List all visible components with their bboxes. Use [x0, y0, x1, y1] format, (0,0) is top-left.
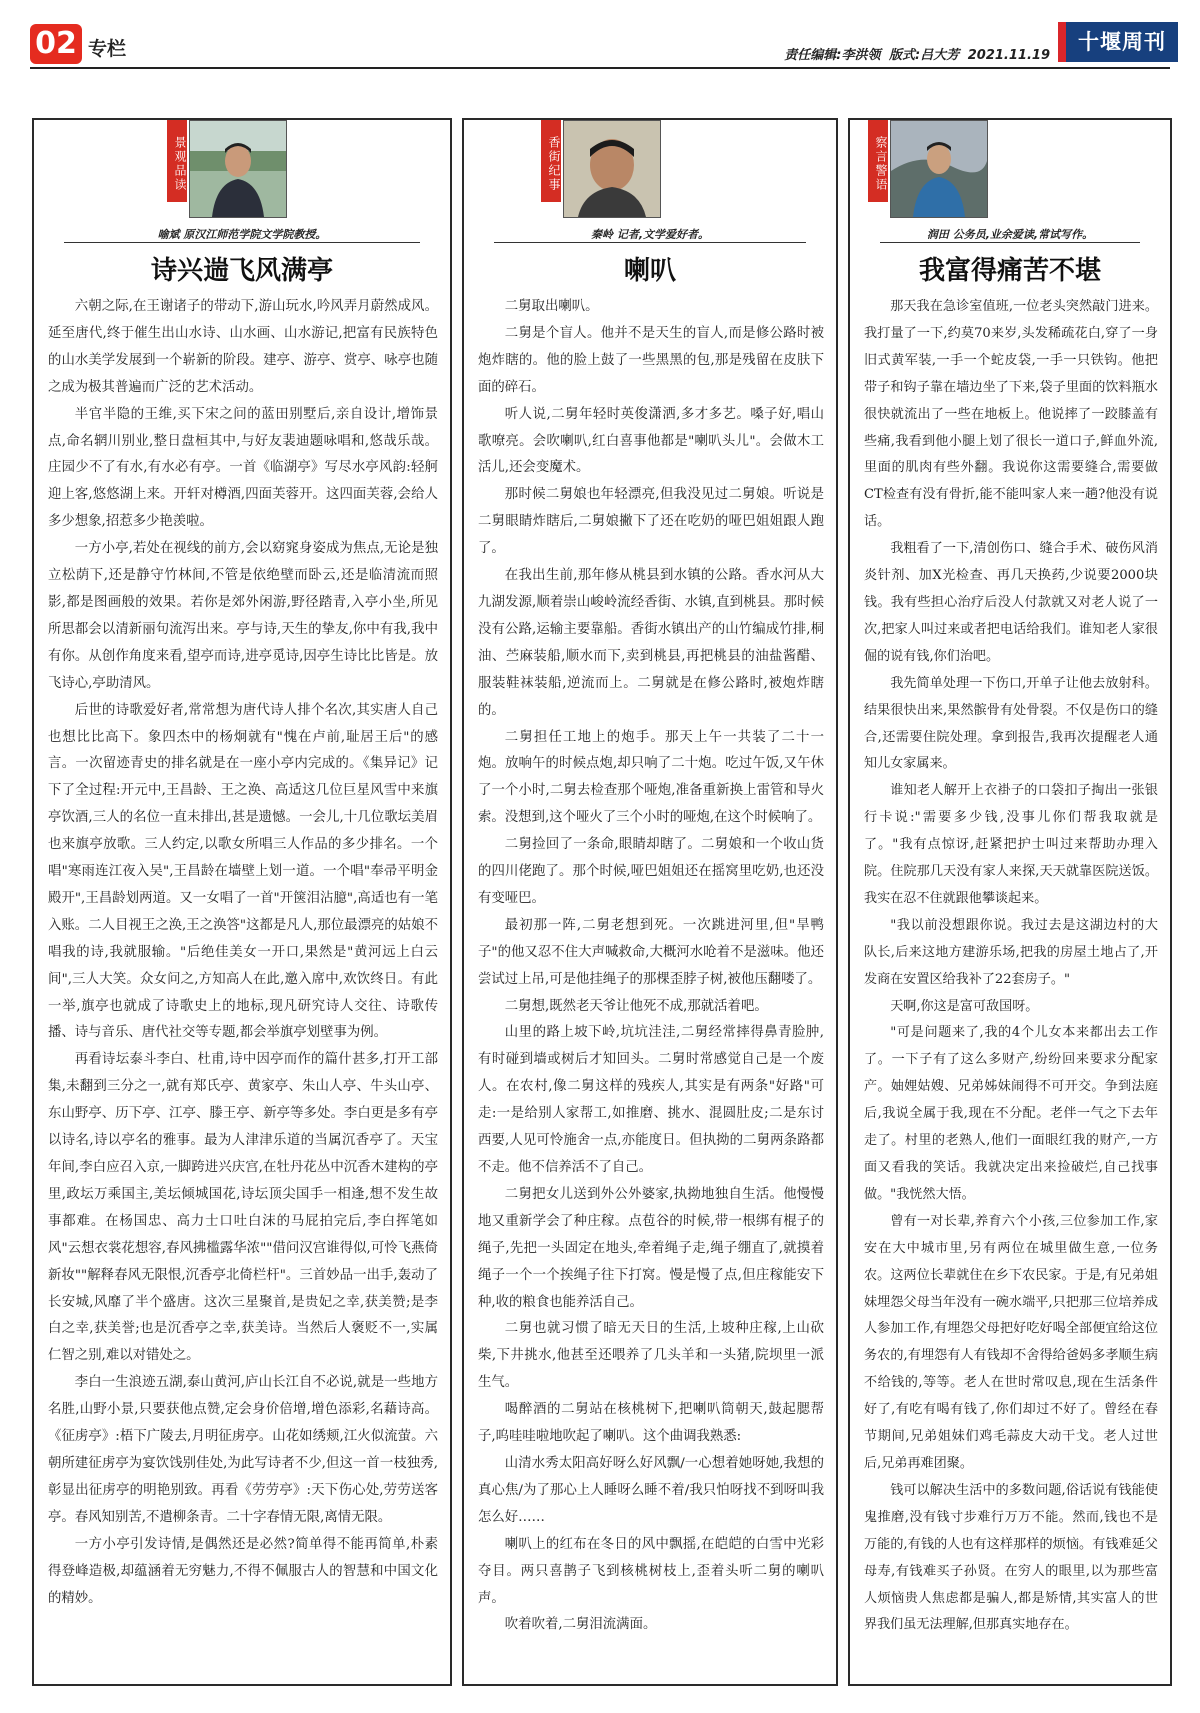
- paragraph: 二舅担任工地上的炮手。那天上午一共装了二十一炮。放响午的时候点炮,却只响了二十炮。吃过午饭,又午休了一个小时,二舅去检查那个哑炮,准备重新换上雷管和导火索。没想到,这个哑火了三个小时的哑炮,在这个时候响了。: [478, 729, 824, 826]
- paragraph: 六朝之际,在王谢诸子的带动下,游山玩水,吟风弄月蔚然成风。延至唐代,终于催生出山水诗、山水画、山水游记,把富有民族特色的山水美学发展到一个崭新的阶段。建亭、游亭、赏亭、咏亭也随之成为极其普遍而广泛的艺术活动。: [48, 299, 438, 395]
- paragraph: 喇叭上的红布在冬日的风中飘摇,在皑皑的白雪中光彩夺目。两只喜鹊子飞到核桃树枝上,歪着头听二舅的喇叭声。: [478, 1536, 824, 1606]
- article-title: 我富得痛苦不堪: [918, 256, 1101, 286]
- caption-divider: [880, 242, 1140, 243]
- paragraph: 二舅是个盲人。他并不是天生的盲人,而是修公路时被炮炸瞎的。他的脸上鼓了一些黑黑的包,那是残留在皮肤下面的碎石。: [478, 325, 824, 395]
- author-caption: 秦岭 记者,文学爱好者。: [590, 228, 709, 241]
- author-box: [464, 120, 836, 240]
- section-name: 专栏: [88, 38, 127, 60]
- paragraph: 听人说,二舅年轻时英俊潇洒,多才多艺。嗓子好,唱山歌嘹亮。会吹喇叭,红白喜事他都是"喇叭头儿"。会做木工活儿,还会变魔术。: [478, 406, 824, 476]
- publication-logo: 十堰周刊: [1058, 22, 1178, 62]
- paragraph: 最初那一阵,二舅老想到死。一次跳进河里,但"旱鸭子"的他又忍不住大声喊救命,大概河水呛着不是滋味。他还尝试过上吊,可是他挂绳子的那棵歪脖子树,被他压翻喽了。: [478, 917, 824, 987]
- paragraph: 喝醉酒的二舅站在核桃树下,把喇叭筒朝天,鼓起腮帮子,呜哇哇啦地吹起了喇叭。这个曲调我熟悉:: [478, 1402, 824, 1445]
- article-column-2: [462, 118, 838, 1686]
- author-caption: 润田 公务员,业余爱读,常试写作。: [926, 228, 1094, 241]
- paragraph: 二舅捡回了一条命,眼睛却瞎了。二舅娘和一个收山货的四川佬跑了。那个时候,哑巴姐姐还在摇窝里吃奶,也还没有变哑巴。: [478, 837, 824, 906]
- portrait-photo-icon: [563, 120, 661, 218]
- paragraph: 一方小亭引发诗情,是偶然还是必然?简单得不能再简单,朴素得登峰造极,却蕴涵着无穷魅力,不得不佩服古人的智慧和中国文化的精妙。: [48, 1536, 438, 1606]
- column-tag: 香街纪事: [541, 120, 561, 202]
- column-tag: 察言警语: [868, 120, 888, 202]
- paragraph: 天啊,你这是富可敌国呀。: [890, 998, 1039, 1014]
- paragraph: 一方小亭,若处在视线的前方,会以窈窕身姿成为焦点,无论是独立松荫下,还是静守竹林间,不管是依绝壁而卧云,还是临清流而照影,都是图画般的效果。若你是郊外闲游,野径踏青,入亭小坐,所见所思都会以清新丽句流泻出来。亭与诗,天生的挚友,你中有我,我中有你。从创作角度来看,望亭而诗,进亭觅诗,因亭生诗比比皆是。放飞诗心,亭助清风。: [48, 541, 438, 691]
- article-column-1: [32, 118, 452, 1686]
- paragraph: 钱可以解决生活中的多数问题,俗话说有钱能使鬼推磨,没有钱寸步难行万万不能。然而,钱也不是万能的,有钱的人也有这样那样的烦恼。有钱难延父母寿,有钱难买子孙贤。在穷人的眼里,以为那些富人烦恼贵人焦虑都是骗人,都是矫情,其实富人的世界我们虽无法理解,但那真实地存在。: [864, 1482, 1158, 1633]
- paragraph: 后世的诗歌爱好者,常常想为唐代诗人排个名次,其实唐人自己也想比比高下。象四杰中的杨炯就有"愧在卢前,耻居王后"的感言。一次留迹青史的排名就是在一座小亭内完成的。《集异记》记下了全过程:开元中,王昌龄、王之涣、高适这几位巨星风雪中来旗亭饮酒,三人的名位一直未排出,甚是遗憾。一会儿,十几位歌坛美眉也来旗亭放歌。三人约定,以歌女所唱三人作品的多少排名。一个唱"寒雨连江夜入吴",王昌龄在墙壁上划一道。一个唱"奉帚平明金殿开",王昌龄划两道。又一女唱了一首"开箧泪沾臆",高适也有一笔入账。二人目视王之涣,王之涣答"这都是凡人,那位最漂亮的姑娘不唱我的诗,我就服输。"后绝佳美女一开口,果然是"黄河远上白云间",三人大笑。众女问之,方知高人在此,邀入席中,欢饮终日。有此一举,旗亭也就成了诗歌史上的地标,现凡研究诗人交往、诗歌传播、诗与音乐、唐代社交等专题,都会举旗亭划壁事为例。: [48, 702, 438, 1041]
- header-divider: [30, 67, 1170, 69]
- paragraph: 我先简单处理一下伤口,开单子让他去放射科。结果很快出来,果然髌骨有处骨裂。不仅是伤口的缝合,还需要住院处理。拿到报告,我再次提醒老人通知儿女家属来。: [864, 675, 1158, 772]
- portrait-photo-icon: [189, 120, 287, 218]
- paragraph: 那天我在急诊室值班,一位老头突然敲门进来。我打量了一下,约莫70来岁,头发稀疏花白,穿了一身旧式黄军装,一手一个蛇皮袋,一手一只铁钩。他把带子和钩子靠在墙边坐了下来,袋子里面的饮料瓶水很快就流出了一些在地板上。他说摔了一跤膝盖有些痛,我看到他小腿上划了很长一道口子,鲜血外流,里面的肌肉有些外翻。我说你这需要缝合,需要做CT检查有没有骨折,能不能叫家人来一趟?他没有说话。: [864, 299, 1158, 530]
- paragraph: 我粗看了一下,清创伤口、缝合手术、破伤风消炎针剂、加X光检查、再几天换药,少说要2000块钱。我有些担心治疗后没人付款就又对老人说了一次,把家人叫过来或者把电话给我们。谁知老人家很倔的说有钱,你们治吧。: [864, 541, 1158, 664]
- editor-info: [780, 44, 1050, 63]
- author-caption: 喻斌 原汉江师范学院文学院教授。: [157, 228, 327, 241]
- author-box: [34, 120, 450, 240]
- article-title: 喇叭: [623, 256, 676, 286]
- paragraph: 在我出生前,那年修从桃县到水镇的公路。香水河从大九湖发源,顺着崇山峻岭流经香街、水镇,直到桃县。那时候没有公路,运输主要靠船。香街水镇出产的山竹编成竹排,桐油、苎麻装船,顺水而下,卖到桃县,再把桃县的油盐酱醋、服装鞋袜装船,逆流而上。二舅就是在修公路时,被炮炸瞎的。: [478, 568, 824, 718]
- article-body: [478, 294, 824, 1639]
- layout-credit: 版式:吕大芳: [889, 48, 960, 63]
- portrait-photo-icon: [890, 120, 988, 218]
- article-body: [864, 294, 1158, 1639]
- paragraph: 谁知老人解开上衣褂子的口袋扣子掏出一张银行卡说:"需要多少钱,没事儿你们帮我取就是了。"我有点惊讶,赶紧把护士叫过来帮助办理入院。住院那几天没有家人来探,天天就靠医院送饭。我实在忍不住就跟他攀谈起来。: [864, 783, 1158, 906]
- paragraph: 二舅也就习惯了暗无天日的生活,上坡种庄稼,上山砍柴,下井挑水,他甚至还喂养了几头羊和一头猪,院坝里一派生气。: [478, 1321, 824, 1391]
- article-column-3: [848, 118, 1172, 1686]
- column-tag: 景观品读: [167, 120, 187, 202]
- paragraph: 那时候二舅娘也年轻漂亮,但我没见过二舅娘。听说是二舅眼睛炸瞎后,二舅娘撇下了还在吃奶的哑巴姐姐跟人跑了。: [478, 487, 824, 557]
- paragraph: 李白一生浪迹五湖,泰山黄河,庐山长江自不必说,就是一些地方名胜,山野小景,只要获他点赞,定会身价倍增,增色添彩,名藉诗高。《征虏亭》:梧下广陵去,月明征虏亭。山花如绣颊,江火似流萤。六朝所建征虏亭为宴饮饯别佳处,为此写诗者不少,但这一首一枝独秀,彰显出征虏亭的明艳别致。再看《劳劳亭》:天下伤心处,劳劳送客亭。春风知别苦,不遣柳条青。二十字春情无限,离情无限。: [48, 1375, 438, 1525]
- paragraph: 半官半隐的王维,买下宋之问的蓝田别墅后,亲自设计,增饰景点,命名辋川别业,整日盘桓其中,与好友裴迪题咏唱和,悠哉乐哉。庄园少不了有水,有水必有亭。一首《临湖亭》写尽水亭风韵:轻舸迎上客,悠悠湖上来。开轩对樽酒,四面芙蓉开。这四面芙蓉,会给人多少想象,招惹多少艳羡啦。: [48, 406, 438, 530]
- author-box: [850, 120, 1170, 240]
- paragraph: 吹着吹着,二舅泪流满面。: [504, 1617, 657, 1633]
- caption-divider: [494, 242, 806, 243]
- paragraph: 山清水秀太阳高好呀么好风飘/一心想着她呀她,我想的真心焦/为了那心上人睡呀么睡不着/我只怕呀找不到呀叫我怎么好……: [478, 1455, 824, 1525]
- paragraph: 二舅想,既然老天爷让他死不成,那就活着吧。: [504, 998, 768, 1014]
- paragraph: 山里的路上坡下岭,坑坑洼洼,二舅经常摔得鼻青脸肿,有时碰到墙或树后才知回头。二舅时常感觉自己是一个废人。在农村,像二舅这样的残疾人,其实是有两条"好路"可走:一是给别人家帮工,如推磨、挑水、混圆肚皮;二是东讨西要,人见可怜施舍一点,亦能度日。但执拗的二舅两条路都不走。他不信养活不了自己。: [478, 1025, 824, 1175]
- paragraph: 再看诗坛泰斗李白、杜甫,诗中因亭而作的篇什甚多,打开工部集,未翻到三分之一,就有郑氏亭、黄家亭、朱山人亭、牛头山亭、东山野亭、历下亭、江亭、滕王亭、新亭等多处。李白更是多有亭以诗名,诗以亭名的雅事。最为人津津乐道的当属沉香亭了。天宝年间,李白应召入京,一脚跨进兴庆宫,在牡丹花丛中沉香木建构的亭里,政坛万乘国主,美坛倾城国花,诗坛顶尖国手一相逢,想不发生故事都难。在杨国忠、高力士口吐白沫的马屁拍完后,李白挥笔如风"云想衣裳花想容,春风拂槛露华浓""借问汉宫谁得似,可怜飞燕倚新妆""解释春风无限恨,沉香亭北倚栏杆"。三首妙品一出手,轰动了长安城,风靡了半个盛唐。这次三星聚首,是贵妃之幸,获美赞;是李白之幸,获美誉;也是沉香亭之幸,获美诗。当然后人褒贬不一,实属仁智之别,难以对错处之。: [48, 1052, 438, 1364]
- article-body: [48, 294, 438, 1612]
- paragraph: 曾有一对长辈,养育六个小孩,三位参加工作,家安在大中城市里,另有两位在城里做生意,一位务农。这两位长辈就住在乡下农民家。于是,有兄弟姐妹埋怨父母当年没有一碗水端平,只把那三位培养成人参加工作,有埋怨父母把好吃好喝全部便宜给这位务农的,有埋怨有人有钱却不舍得给爸妈多孝顺生病不给钱的,等等。老人在世时常叹息,现在生活条件好了,有吃有喝有钱了,你们却过不好了。曾经在春节期间,兄弟姐妹们鸡毛蒜皮大动干戈。老人过世后,兄弟再难团聚。: [864, 1213, 1158, 1471]
- paragraph: 二舅取出喇叭。: [504, 299, 599, 314]
- article-title: 诗兴遄飞风满亭: [150, 256, 333, 286]
- paragraph: 二舅把女儿送到外公外婆家,执拗地独自生活。他慢慢地又重新学会了种庄稼。点苞谷的时候,带一根绑有棍子的绳子,先把一头固定在地头,牵着绳子走,绳子绷直了,就摸着绳子一个一个挨绳子往下打窝。慢是慢了点,但庄稼能安下种,收的粮食也能养活自己。: [478, 1186, 824, 1310]
- caption-divider: [64, 242, 420, 243]
- page-header: [0, 0, 1200, 72]
- paragraph: "可是问题来了,我的4个儿女本来都出去工作了。一下子有了这么多财产,纷纷回来要求分配家产。妯娌姑嫂、兄弟姊妹闹得不可开交。争到法庭后,我说全属于我,现在不分配。老伴一气之下去年走了。村里的老熟人,他们一面眼红我的财产,一方面又看我的笑话。我就决定出来捡破烂,自己找事做。"我恍然大悟。: [864, 1025, 1158, 1202]
- issue-date: 2021.11.19: [967, 48, 1050, 63]
- paragraph: "我以前没想跟你说。我过去是这湖边村的大队长,后来这地方建游乐场,把我的房屋土地占了,开发商在安置区给我补了22套房子。": [864, 917, 1158, 987]
- page-number: 02: [30, 24, 82, 64]
- editor-credit: 责任编辑:李洪领: [784, 48, 881, 63]
